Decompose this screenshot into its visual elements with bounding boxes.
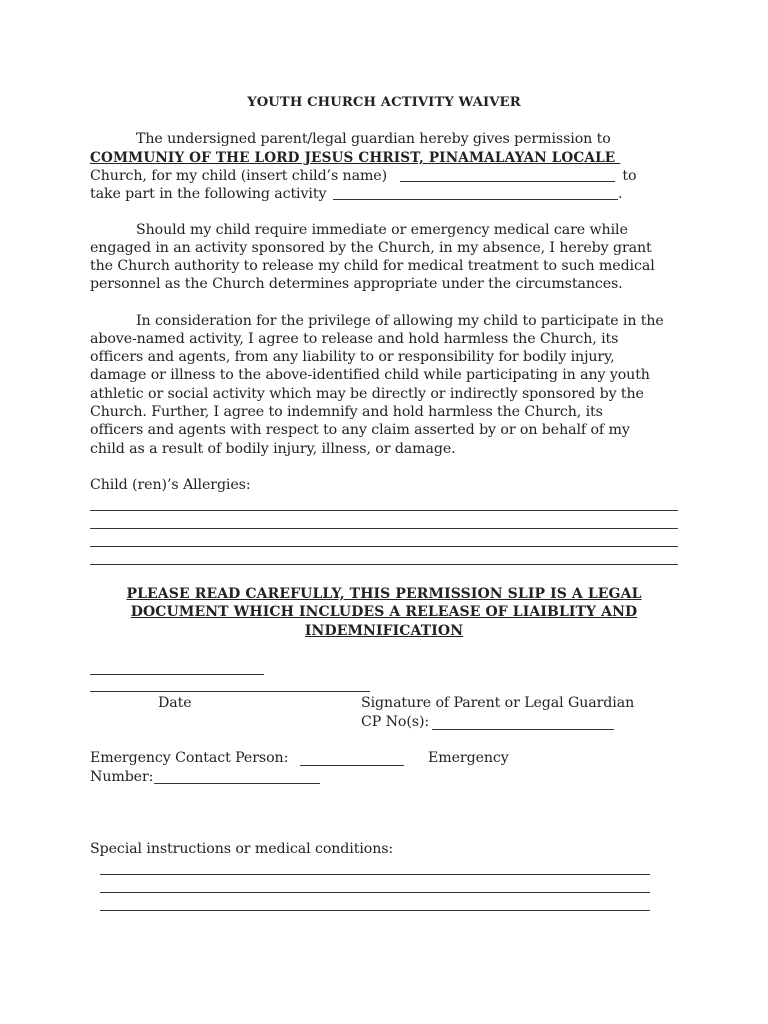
release-line-7: officers and agents with respect to any claim asserted by or on behalf of my: [90, 422, 630, 438]
warning-line-1: PLEASE READ CAREFULLY, THIS PERMISSION SLIP IS A LEGAL: [126, 586, 642, 602]
intro-line-3-to: to: [618, 168, 637, 184]
cp-number-field[interactable]: [432, 729, 614, 730]
special-instructions-label: Special instructions or medical conditions:: [90, 841, 394, 857]
release-line-4: damage or illness to the above-identified child while participating in any youth: [90, 367, 650, 383]
emergency-label: Emergency: [428, 750, 509, 766]
release-line-8: child as a result of bodily injury, illness, or damage.: [90, 441, 456, 457]
allergies-field-3[interactable]: [90, 546, 678, 547]
allergies-field-1[interactable]: [90, 510, 678, 511]
warning-line-3: INDEMNIFICATION: [304, 623, 464, 639]
release-line-5: athletic or social activity which may be directly or indirectly sponsored by the: [90, 386, 644, 402]
intro-line-3-text: Church, for my child (insert child’s name): [90, 168, 392, 184]
date-label: Date: [158, 695, 192, 711]
intro-line-3: [90, 167, 391, 185]
medical-line-2: engaged in an activity sponsored by the Church, in my absence, I hereby grant: [90, 240, 652, 256]
medical-line-3: the Church authority to release my child for medical treatment to such medical: [90, 258, 655, 274]
release-line-6: Church. Further, I agree to indemnify and hold harmless the Church, its: [90, 404, 603, 420]
release-line-3: officers and agents, from any liability to or responsibility for bodily injury,: [90, 349, 615, 365]
warning-line-2: DOCUMENT WHICH INCLUDES A RELEASE OF LIAIBLITY AND: [130, 604, 638, 620]
release-line-1: In consideration for the privilege of allowing my child to participate in the: [136, 313, 664, 329]
child-name-field[interactable]: [400, 181, 615, 182]
release-line-2: above-named activity, I agree to release and hold harmless the Church, its: [90, 331, 619, 347]
document-title: YOUTH CHURCH ACTIVITY WAIVER: [247, 95, 521, 110]
allergies-field-2[interactable]: [90, 528, 678, 529]
special-instructions-field-1[interactable]: [100, 874, 650, 875]
date-field[interactable]: [90, 674, 264, 675]
intro-line-1: The undersigned parent/legal guardian hereby gives permission to: [136, 131, 611, 147]
emergency-contact-label: Emergency Contact Person:: [90, 750, 293, 766]
medical-line-4: personnel as the Church determines appropriate under the circumstances.: [90, 276, 623, 292]
allergies-field-4[interactable]: [90, 564, 678, 565]
signature-field[interactable]: [90, 691, 370, 692]
medical-line-1: Should my child require immediate or emergency medical care while: [136, 222, 628, 238]
special-instructions-field-3[interactable]: [100, 910, 650, 911]
activity-field[interactable]: [333, 199, 618, 200]
emergency-contact-field[interactable]: [300, 765, 404, 766]
signature-label: Signature of Parent or Legal Guardian: [361, 695, 635, 711]
emergency-number-field[interactable]: [154, 783, 320, 784]
cp-label: CP No(s):: [361, 714, 434, 730]
church-name: COMMUNIY OF THE LORD JESUS CHRIST, PINAMALAYAN LOCALE: [90, 150, 621, 166]
special-instructions-field-2[interactable]: [100, 892, 650, 893]
intro-line-4: take part in the following activity: [90, 186, 327, 202]
emergency-number-label: Number:: [90, 769, 154, 785]
allergies-label: Child (ren)’s Allergies:: [90, 477, 251, 493]
intro-line-4-period: .: [618, 186, 623, 202]
